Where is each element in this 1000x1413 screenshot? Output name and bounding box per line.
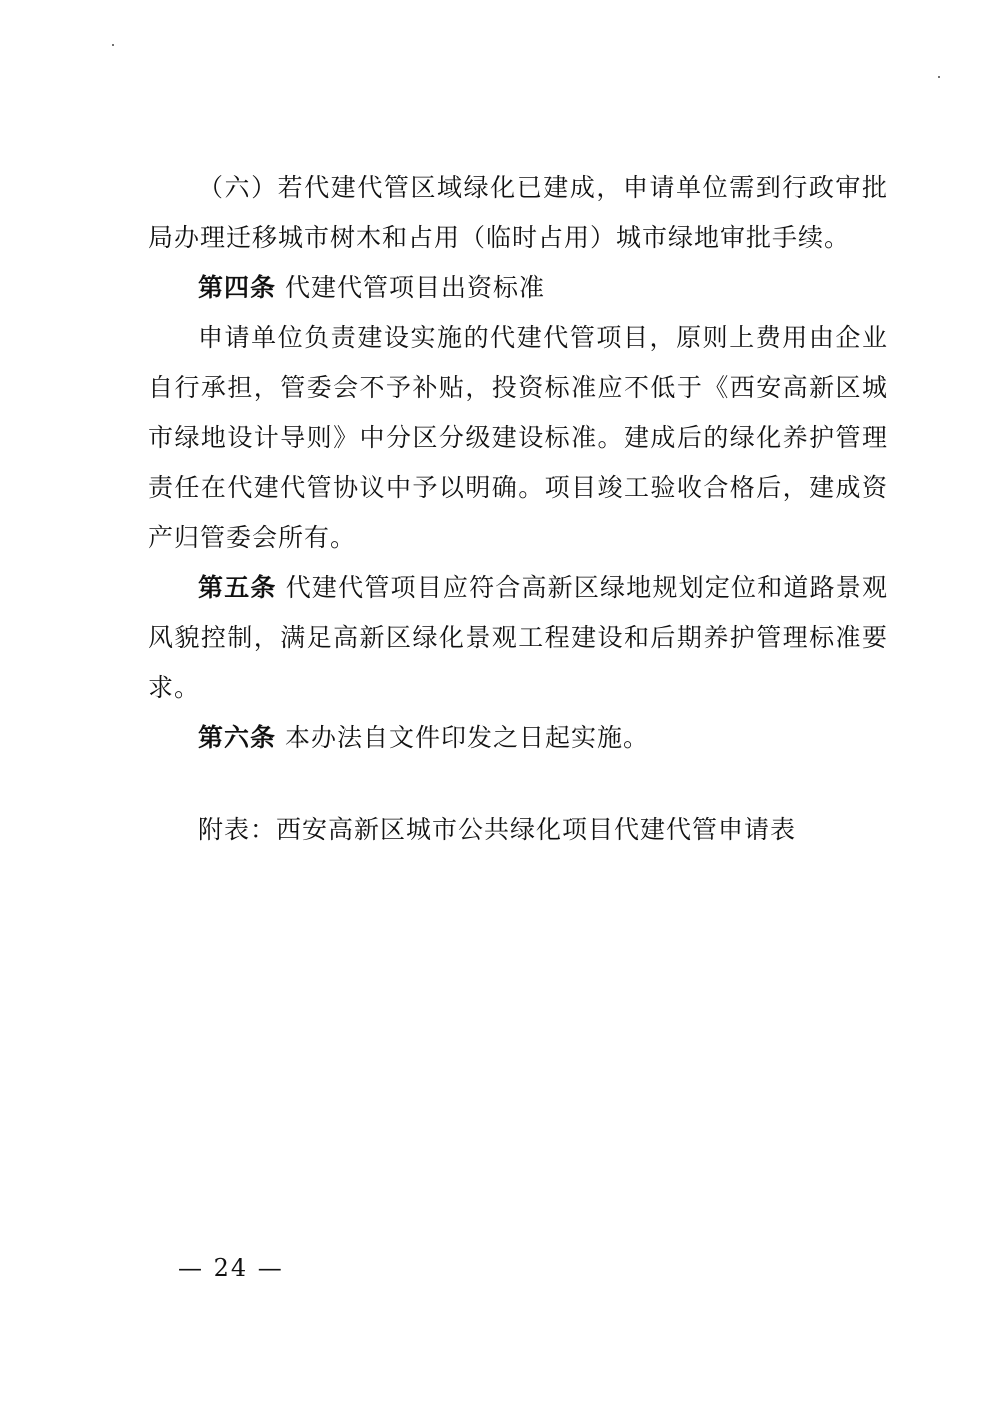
article-four-subject: 代建代管项目出资标准	[276, 273, 545, 302]
paragraph-item-six	[148, 163, 888, 263]
attachment-note	[148, 805, 888, 855]
article-four-heading: 第四条	[198, 273, 277, 302]
paragraph-text: 申请单位负责建设实施的代建代管项目，原则上费用由企业自行承担，管委会不予补贴，投资标准应不低于《西安高新区城市绿地设计导则》中分区分级建设标准。建成后的绿化养护管理责任在代建代管协议中予以明确。项目竣工验收合格后，建成资产归管委会所有。	[148, 323, 888, 552]
article-six-text: 本办法自文件印发之日起实施。	[276, 723, 649, 752]
article-four-title	[148, 263, 888, 313]
scan-speck	[112, 44, 114, 46]
article-five	[148, 563, 888, 713]
scan-speck	[938, 76, 940, 78]
article-six	[148, 713, 888, 763]
article-four-body	[148, 313, 888, 563]
article-five-heading: 第五条	[198, 573, 277, 602]
article-five-text: 代建代管项目应符合高新区绿地规划定位和道路景观风貌控制，满足高新区绿化景观工程建设和后期养护管理标准要求。	[148, 573, 888, 702]
page-number: — 24 —	[178, 1254, 284, 1282]
paragraph-text: （六）若代建代管区域绿化已建成，申请单位需到行政审批局办理迁移城市树木和占用（临时占用）城市绿地审批手续。	[148, 173, 888, 252]
attachment-text: 附表：西安高新区城市公共绿化项目代建代管申请表	[198, 815, 797, 844]
article-six-heading: 第六条	[198, 723, 277, 752]
